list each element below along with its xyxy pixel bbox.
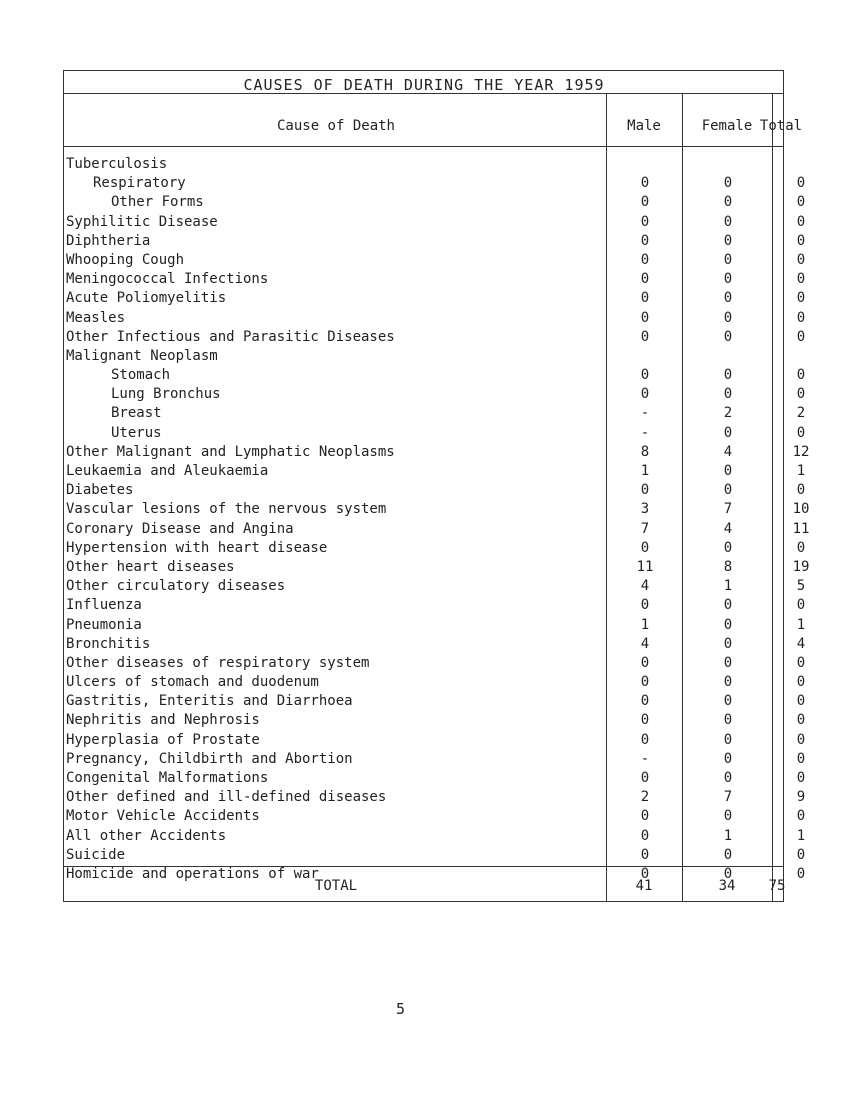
total-cell: 10: [792, 501, 810, 518]
cause-cell: Hypertension with heart disease: [66, 539, 328, 556]
cause-cell: Influenza: [66, 597, 142, 614]
cause-cell: Measles: [66, 309, 126, 326]
male-cell: 0: [640, 770, 650, 786]
female-cell: 7: [723, 789, 733, 806]
male-cell: -: [640, 750, 650, 767]
total-male: 41: [635, 878, 653, 894]
cause-cell: Lung Bronchus: [111, 386, 221, 403]
female-cell: 0: [723, 194, 733, 211]
male-cell: 0: [640, 251, 650, 268]
male-cell: 4: [640, 635, 650, 652]
total-cell: 1: [796, 616, 806, 633]
female-cell: 0: [723, 846, 733, 863]
male-cell: 0: [640, 654, 650, 671]
male-cell: 11: [636, 558, 654, 575]
cause-cell: Uterus: [111, 424, 162, 441]
cause-cell: Suicide: [66, 846, 126, 863]
table-row: [66, 174, 806, 193]
total-cell: 11: [792, 520, 810, 537]
male-cell: 0: [640, 693, 650, 710]
female-cell: 2: [723, 405, 733, 422]
total-cell: 0: [796, 251, 806, 268]
cause-cell: Nephritis and Nephrosis: [66, 712, 260, 729]
cause-cell: Diabetes: [66, 482, 134, 499]
cause-cell: All other Accidents: [66, 827, 227, 844]
total-cell: 0: [796, 309, 806, 326]
table-row: [66, 347, 782, 366]
male-cell: 1: [640, 616, 650, 633]
male-cell: 0: [640, 367, 650, 384]
total-cell: 2: [796, 405, 806, 422]
total-cell: 0: [796, 712, 806, 729]
female-cell: 0: [723, 309, 733, 326]
page-title: CAUSES OF DEATH DURING THE YEAR 1959: [243, 76, 605, 94]
table-row: [66, 385, 806, 404]
cause-cell: Other Forms: [111, 194, 204, 211]
female-cell: 0: [723, 175, 733, 192]
cause-cell: Meningococcal Infections: [66, 271, 269, 288]
cause-cell: Other circulatory diseases: [66, 578, 286, 595]
header-divider: [63, 146, 784, 147]
total-cell: 0: [796, 770, 806, 786]
male-cell: 0: [640, 386, 650, 403]
table-row: [66, 558, 810, 577]
female-cell: 1: [723, 827, 733, 844]
male-cell: 0: [640, 175, 650, 192]
cause-cell: Breast: [111, 405, 162, 422]
table-row: [66, 328, 806, 347]
table-row: [66, 635, 806, 654]
total-cell: 0: [796, 674, 806, 691]
female-cell: 0: [723, 865, 733, 882]
cause-cell: Other heart diseases: [66, 558, 235, 575]
total-cell: 0: [796, 271, 806, 288]
male-cell: 0: [640, 597, 650, 614]
table-row: [66, 404, 806, 423]
female-cell: 0: [723, 290, 733, 307]
cause-cell: Bronchitis: [66, 635, 151, 652]
male-cell: 0: [640, 232, 650, 249]
table-row: [66, 731, 806, 750]
cause-cell: Other Infectious and Parasitic Diseases: [66, 328, 395, 345]
total-cell: 0: [796, 731, 806, 748]
female-cell: 0: [723, 424, 733, 441]
cause-cell: Respiratory: [93, 175, 186, 192]
total-cell: 0: [796, 175, 806, 192]
female-cell: 0: [723, 808, 733, 825]
table-row: [66, 577, 806, 596]
female-cell: 0: [723, 232, 733, 249]
total-cell: 0: [796, 424, 806, 441]
table-body: [66, 155, 810, 884]
table-row: [66, 366, 806, 385]
total-cell: 0: [796, 597, 806, 614]
female-cell: 0: [723, 693, 733, 710]
table-row: [66, 213, 806, 232]
table-row: [66, 654, 806, 673]
male-cell: 0: [640, 539, 650, 556]
male-cell: 7: [640, 520, 650, 537]
total-cell: 0: [796, 328, 806, 345]
total-cell: 0: [796, 386, 806, 403]
total-female: 34: [718, 878, 736, 894]
male-cell: 0: [640, 808, 650, 825]
male-cell: 0: [640, 290, 650, 307]
table-row: [66, 827, 806, 846]
female-cell: 0: [723, 213, 733, 230]
table-row: [66, 596, 806, 615]
table-row: [66, 424, 806, 443]
table-row: [66, 270, 806, 289]
cause-cell: Ulcers of stomach and duodenum: [66, 674, 319, 691]
header-cause: Cause of Death: [276, 118, 395, 134]
total-cell: 0: [796, 194, 806, 211]
female-cell: 0: [723, 271, 733, 288]
total-cell: 0: [796, 290, 806, 307]
cause-cell: Tuberculosis: [66, 156, 168, 172]
cause-cell: Gastritis, Enteritis and Diarrhoea: [66, 693, 353, 710]
total-cell: 4: [796, 635, 806, 652]
cause-cell: Motor Vehicle Accidents: [66, 808, 260, 825]
male-cell: 0: [640, 482, 650, 499]
total-cell: 9: [796, 789, 806, 806]
cause-cell: Homicide and operations of war: [66, 865, 319, 882]
cause-cell: Other Malignant and Lymphatic Neoplasms: [66, 443, 395, 460]
table-row: [66, 788, 806, 807]
male-cell: 0: [640, 865, 650, 882]
cause-cell: Stomach: [111, 367, 171, 384]
cause-cell: Coronary Disease and Angina: [66, 520, 294, 537]
female-cell: 0: [723, 539, 733, 556]
table-row: [66, 193, 806, 212]
male-cell: 0: [640, 674, 650, 691]
table-row: [66, 232, 806, 251]
male-cell: -: [640, 424, 650, 441]
female-cell: 0: [723, 770, 733, 786]
total-cell: 0: [796, 654, 806, 671]
cause-cell: Other defined and ill-defined diseases: [66, 789, 387, 806]
total-cell: 1: [796, 463, 806, 479]
cause-cell: Other diseases of respiratory system: [66, 654, 370, 671]
female-cell: 4: [723, 443, 733, 460]
table-row: [66, 769, 806, 788]
male-cell: 2: [640, 789, 650, 806]
cause-cell: Malignant Neoplasm: [66, 347, 218, 364]
total-cell: 0: [796, 482, 806, 499]
total-cell: 0: [796, 865, 806, 882]
male-cell: 3: [640, 501, 650, 518]
female-cell: 0: [723, 482, 733, 499]
total-total: 75: [768, 878, 786, 894]
male-cell: -: [640, 405, 650, 422]
page-number: 5: [395, 1000, 406, 1018]
female-cell: 0: [723, 654, 733, 671]
female-cell: 0: [723, 386, 733, 403]
female-cell: 0: [723, 674, 733, 691]
total-cell: 0: [796, 232, 806, 249]
female-cell: 0: [723, 712, 733, 729]
male-cell: 0: [640, 194, 650, 211]
total-cell: 19: [792, 558, 810, 575]
cause-cell: Vascular lesions of the nervous system: [66, 501, 387, 518]
cause-cell: Hyperplasia of Prostate: [66, 731, 260, 748]
total-cell: 12: [792, 443, 810, 460]
cause-cell: Pneumonia: [66, 616, 142, 633]
female-cell: 0: [723, 597, 733, 614]
total-cell: 0: [796, 808, 806, 825]
table-row: [66, 520, 810, 539]
table-row: [66, 846, 806, 865]
table-row: [66, 251, 806, 270]
female-cell: 8: [723, 558, 733, 575]
total-cell: 5: [796, 578, 806, 595]
total-cell: 0: [796, 846, 806, 863]
total-cell: 0: [796, 539, 806, 556]
table-row: [66, 750, 806, 769]
cause-cell: Acute Poliomyelitis: [66, 290, 227, 307]
male-cell: 0: [640, 328, 650, 345]
female-cell: 0: [723, 731, 733, 748]
total-cell: 0: [796, 693, 806, 710]
female-cell: 0: [723, 616, 733, 633]
cause-cell: Syphilitic Disease: [66, 213, 218, 230]
table-row: [66, 481, 806, 500]
cause-cell: Congenital Malformations: [66, 770, 269, 786]
total-cell: 1: [796, 827, 806, 844]
table-row: [66, 692, 806, 711]
male-cell: 0: [640, 712, 650, 729]
male-cell: 0: [640, 271, 650, 288]
table-row: [66, 309, 806, 328]
female-cell: 0: [723, 750, 733, 767]
header-female: Female: [701, 118, 753, 134]
cause-cell: Pregnancy, Childbirth and Abortion: [66, 750, 353, 767]
female-cell: 0: [723, 463, 733, 479]
cause-cell: Diphtheria: [66, 232, 151, 249]
total-cell: 0: [796, 213, 806, 230]
table-row: [66, 289, 806, 308]
male-cell: 4: [640, 578, 650, 595]
female-cell: 1: [723, 578, 733, 595]
table-row: [66, 673, 806, 692]
header-total: Total: [759, 118, 803, 134]
male-cell: 1: [640, 463, 650, 479]
table-row: [66, 462, 806, 481]
title-divider: [63, 93, 784, 94]
table-row: [66, 616, 806, 635]
table-row: [66, 539, 806, 558]
table-row: [66, 711, 806, 730]
female-cell: 0: [723, 251, 733, 268]
cause-cell: Leukaemia and Aleukaemia: [66, 463, 269, 479]
header-male: Male: [627, 118, 661, 134]
table-row: [66, 500, 810, 519]
cause-cell: Whooping Cough: [66, 251, 185, 268]
female-cell: 0: [723, 367, 733, 384]
table-row: [66, 443, 810, 462]
total-cell: 0: [796, 750, 806, 767]
male-cell: 0: [640, 309, 650, 326]
table-row: [66, 155, 782, 174]
male-cell: 0: [640, 827, 650, 844]
total-cell: 0: [796, 367, 806, 384]
male-cell: 0: [640, 731, 650, 748]
table-row: [66, 807, 806, 826]
total-label: TOTAL: [314, 878, 358, 894]
female-cell: 7: [723, 501, 733, 518]
male-cell: 8: [640, 443, 650, 460]
female-cell: 0: [723, 328, 733, 345]
male-cell: 0: [640, 213, 650, 230]
male-cell: 0: [640, 846, 650, 863]
female-cell: 4: [723, 520, 733, 537]
female-cell: 0: [723, 635, 733, 652]
